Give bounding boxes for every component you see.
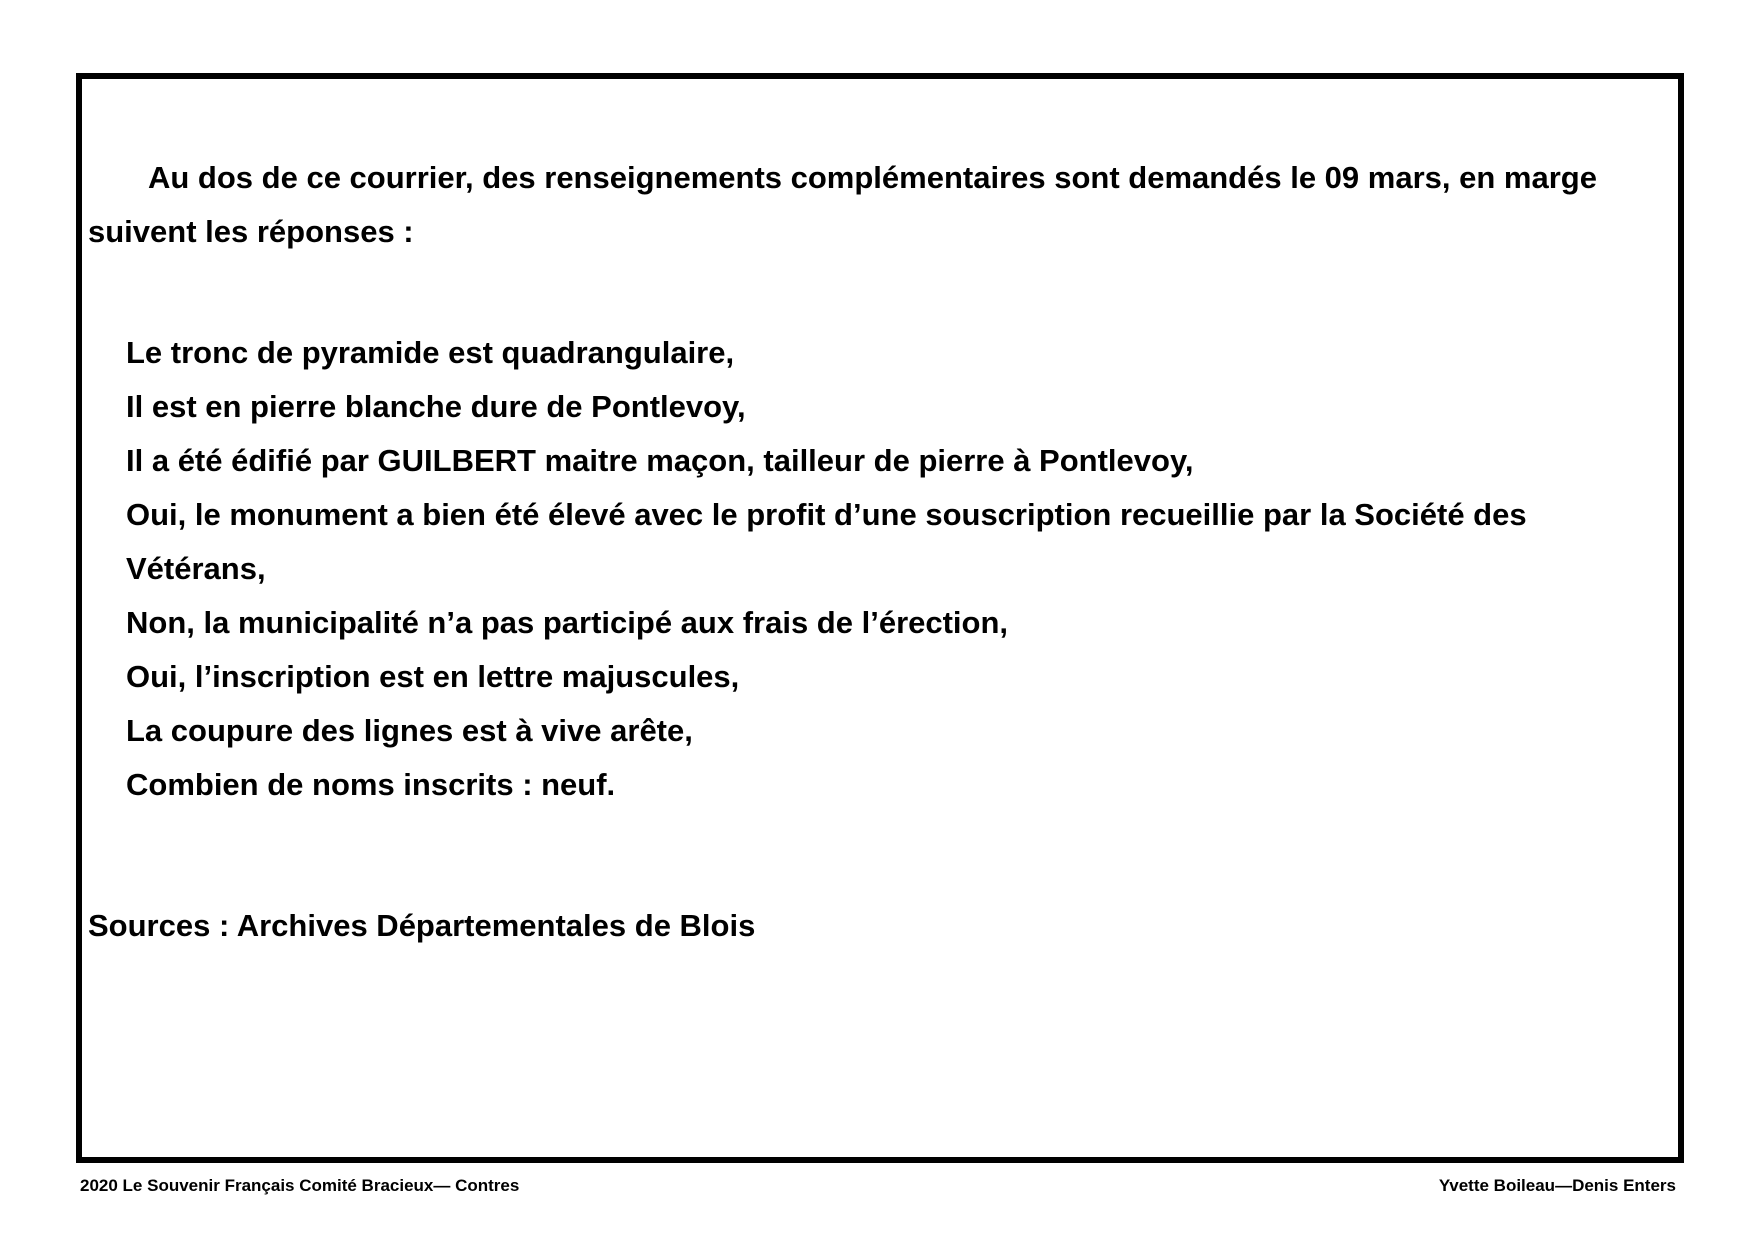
answer-line-6: Non, la municipalité n’a pas participé aux frais de l’érection, (126, 605, 1009, 640)
intro-line-2: suivent les réponses : (88, 214, 414, 249)
answer-line-5: Vétérans, (126, 551, 266, 586)
footer-right: Yvette Boileau—Denis Enters (1438, 1176, 1676, 1195)
sources-line: Sources : Archives Départementales de Blois (88, 908, 756, 943)
intro-line-1: Au dos de ce courrier, des renseignements complémentaires sont demandés le 09 mars, en marge (148, 160, 1597, 195)
answer-line-1: Le tronc de pyramide est quadrangulaire, (126, 335, 735, 370)
answer-line-8: La coupure des lignes est à vive arête, (126, 713, 693, 748)
footer-left: 2020 Le Souvenir Français Comité Bracieux— Contres (80, 1176, 520, 1195)
answer-line-2: Il est en pierre blanche dure de Pontlevoy, (126, 389, 746, 424)
answer-line-3: Il a été édifié par GUILBERT maitre maçon, tailleur de pierre à Pontlevoy, (126, 443, 1194, 478)
answer-line-4: Oui, le monument a bien été élevé avec le profit d’une souscription recueillie par la Société des (126, 497, 1527, 532)
answer-line-7: Oui, l’inscription est en lettre majuscules, (126, 659, 740, 694)
answer-line-9: Combien de noms inscrits : neuf. (126, 767, 616, 802)
